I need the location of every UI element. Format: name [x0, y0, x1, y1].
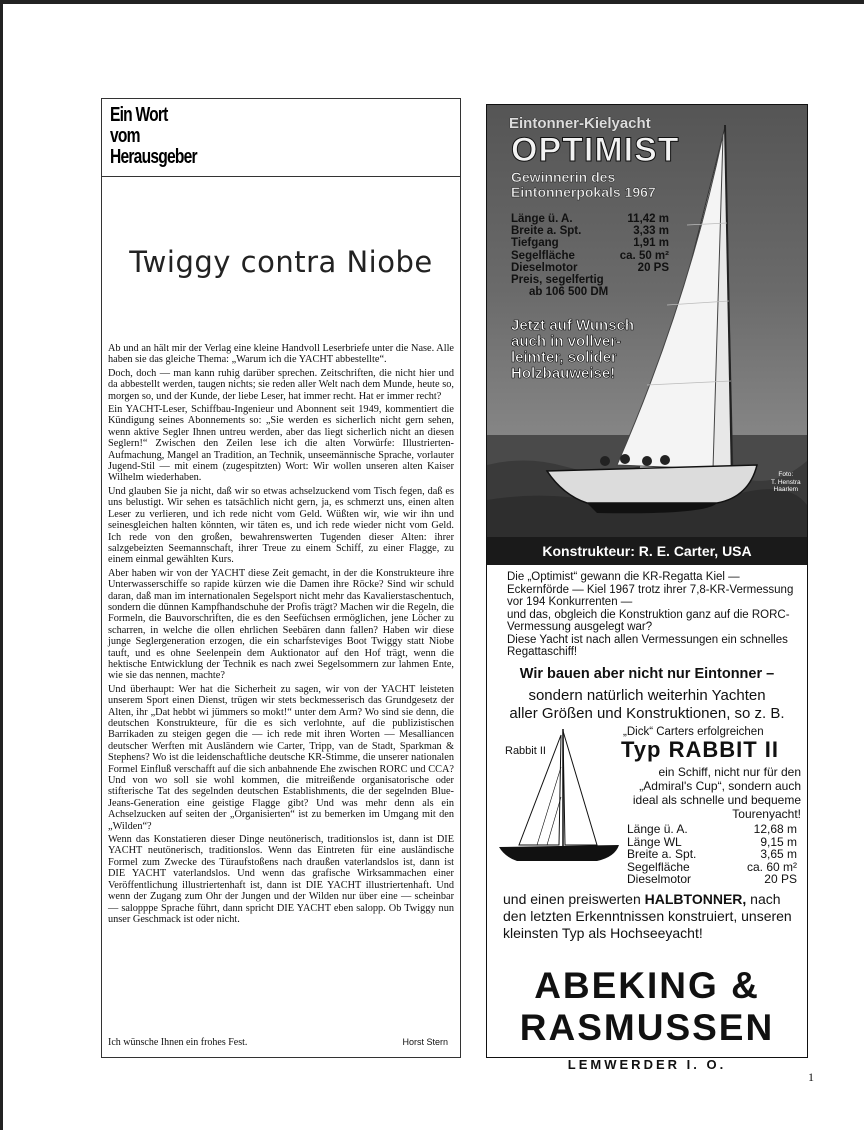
offer-line: Jetzt auf Wunsch [511, 317, 635, 334]
ad-offer [511, 318, 634, 382]
editorial-column [101, 98, 461, 1058]
optimist-specs [511, 213, 669, 298]
crew-member [642, 456, 652, 466]
ad-subtitle: Eintonnerpokals 1967 [511, 184, 656, 200]
spec-row [511, 237, 669, 249]
scan-edge-left [0, 0, 3, 1130]
intro-paragraph: Diese Yacht ist nach allen Vermessungen ein schnelles Regattaschiff! [507, 633, 788, 658]
spec-row [511, 262, 669, 274]
offer-line: Holzbauweise! [511, 365, 616, 382]
credit-line: T. Henstra [771, 478, 801, 486]
spec-value: 3,65 m [760, 847, 797, 861]
spec-row [627, 873, 797, 886]
spec-label: Segelfläche [511, 249, 575, 262]
article-paragraph: Ab und an hält mir der Verlag eine kleine Handvoll Leserbriefe unter die Nase. Alle haben sie das gleiche Thema: „Warum ich die YACHT abbestellte“. [108, 343, 454, 366]
spec-value: ca. 50 m² [619, 249, 669, 262]
article-body [108, 343, 454, 927]
intro-paragraph: Die „Optimist“ gewann die KR-Regatta Kiel — Eckernförde — Kiel 1967 trotz ihrer 7,8-KR-Vermessung vor 194 Konkurrenten — [507, 571, 794, 608]
spec-label: Dieselmotor [627, 872, 692, 886]
price-value: ab 106 500 DM [529, 286, 609, 299]
spec-value: 11,42 m [627, 213, 669, 225]
sail-seam [537, 767, 561, 845]
spec-label: Länge ü. A. [511, 213, 573, 225]
heading-line: Ein Wort [110, 104, 168, 126]
price-label: Preis, segelfertig [511, 274, 604, 287]
spec-row [511, 225, 669, 237]
intro-paragraph: und das, obgleich die Konstruktion ganz auf die RORC-Vermessung ausgelegt war? [507, 608, 790, 633]
credit-line: Haarlem [773, 486, 799, 493]
article-paragraph: Aber haben wir von der YACHT diese Zeit gemacht, in der die Konstrukteure ihre Unterwasserschiffe so rapide kürzen wie die Damen ihre Röcke? Sind wir schuld daran, daß man im internationalen Segelsport nicht mehr das Kavalierstaschentuch, sondern die dünnen Kampfhandschuhe der Profis trägt? Machen wir die Regeln, die Formeln, die Bauvorschriften, die es den Seefüchsen ermöglichen, jene Löcher zu scharren, in welche die ollen ehrlichen Seebären dann fallen? Haben wir diese junge Seglergeneration erzogen, die ein scharfsteviges Boot Twiggy statt Niobe tauft, und es ohne Seelenpein dem Auktionator auf den Hof trägt, wenn die hektische Entwicklung der Technik es nach zwei Segelsommern zur lahmen Ente, wie sie das nennen, machte? [108, 567, 454, 682]
advert-intro [507, 571, 799, 659]
company-location: LEMWERDER I. O. [567, 1057, 727, 1072]
spec-label: Länge ü. A. [627, 822, 688, 836]
crew-member [660, 455, 670, 465]
halbtonner-bold: HALBTONNER, [644, 891, 747, 907]
photo-credit [771, 471, 801, 494]
crew-member [600, 456, 610, 466]
company-logo-line: RASMUSSEN [519, 1007, 775, 1048]
article-paragraph: Und überhaupt: Wer hat die Sicherheit zu sagen, wir von der YACHT leisteten unserem Sport einen Dienst, trügen wir stets beckmesserisch das Grundgesetz der Alten, ihr „Dat hebbt wi jümmers so mokt!“ unter dem Arm? Wo sind sie denn, die deutschen Konstrukteure, für die es sich verlohnte, auf die publizistischen Barrikaden zu steigen gegen die — ich rede mit ihren Worten — Mesalliancen deutscher Werften mit Ausländern wie Carter, Tripp, van de Stadt, Sparkman & Stephens? Wo ist die leidenschaftliche deutsche KR-Stimme, die unserer nationalen Formel Einfluß verschafft auf die sich anbahnende Ehe zwischen RORC und CCA? Und von wo soll sie wohl kommen, die mitreißende organisatorische oder stifterische Tat des segelnden deutschen Establishments, die der segelnden Blue-Jeans-Generation eine geistige Flagge gibt? Und was mehr denn als ein Achselzucken auf seiten der „Organisierten“ ist zu bemerken im Umgang mit den „Wilden“? [108, 683, 454, 832]
scan-edge-top [0, 0, 864, 4]
closing-line: Ich wünsche Ihnen ein frohes Fest. [108, 1037, 248, 1048]
hull [547, 465, 757, 503]
heading-line: Herausgeber [110, 146, 197, 168]
spec-row [511, 213, 669, 225]
halbtonner-post: nach den letzten Erkenntnissen konstruiert, unseren kleinsten Typ als Hochseeyacht! [503, 891, 792, 941]
author-name: Horst Stern [402, 1037, 448, 1047]
article-paragraph: Doch, doch — man kann ruhig darüber sprechen. Zeitschriften, die nicht hier und da abbestellt werden, taugen nichts; sie reden aller Welt nach dem Munde, heute so, morgen so, und der Kunde, der liebe Leser, hat immer recht. Hat er immer recht? [108, 367, 454, 402]
spec-value: 20 PS [637, 261, 669, 274]
company-logo-line: ABEKING & [534, 965, 760, 1006]
article-paragraph: Ein YACHT-Leser, Schiffbau-Ingenieur und Abonnent seit 1949, kommentiert die Kündigung seines Abonnements so: „Sie werden es sicherlich nicht gern sehen, wenn aktive Segler Ihnen untreu werden, aber das liegt sicherlich nicht an diesen Seglern!“ Zwischen den Zeilen lese ich die alten Vorwürfe: Illustrierten-Aufmachung, Mangel an Tradition, an Technik, unseemännische Sprache, vorlauter Jugend-Stil — mit einem (zugespitzten) Wort: Wir wollen unseren alten Kaiser Wilhelm wiederhaben. [108, 404, 454, 484]
ad-kicker: Eintonner-Kielyacht [509, 115, 651, 132]
rabbit-specs [627, 823, 797, 886]
subheadline-line: sondern natürlich weiterhin Yachten [528, 687, 766, 704]
offer-line: leimter, solider [511, 349, 617, 366]
advertisement [486, 104, 808, 1072]
article-signoff [108, 1037, 454, 1048]
spec-value: 12,68 m [753, 822, 797, 836]
advert-headline: Wir bauen aber nicht nur Eintonner – [519, 666, 775, 682]
spec-label: Dieselmotor [511, 261, 578, 274]
credit-line: Foto: [778, 471, 794, 478]
heading-line: vom [110, 125, 140, 147]
editorial-heading [102, 99, 460, 177]
rabbit-description: ein Schiff, nicht nur für den „Admiral's Cup“, sondern auch ideal als schnelle und bequeme Tourenyacht! [632, 765, 801, 821]
price-row [511, 286, 669, 298]
article-paragraph: Und glauben Sie ja nicht, daß wir so etwas achselzuckend vom Tisch fegen, daß es uns belustigt. Wir sehen es tatsächlich nicht gern, ja, es schmerzt uns, einen alten Leser zu verlieren, und ich rede nicht vom Geld. Wüßten wir, wie wir ihn und seinesgleichen halten könnten, wir täten es, und ich rede wieder nicht vom Geld. Ich rede von den großen, bewahrenswerten Tugenden dieser Alten: ihrer salzgebeizten Seemannschaft, ihrer Treue zu einem Schiff, zu einer Flagge, zu einem einmal gewählten Kurs. [108, 485, 454, 566]
rabbit-label: Rabbit II [505, 745, 546, 757]
offer-line: auch in vollver- [511, 333, 622, 350]
spec-value: ca. 60 m² [746, 859, 797, 874]
crew-member [620, 454, 630, 464]
spec-label: Segelfläche [627, 859, 690, 874]
spec-label: Breite a. Spt. [627, 847, 697, 861]
subheadline-line: aller Größen und Konstruktionen, so z. B. [509, 705, 785, 722]
ad-subtitle: Gewinnerin des [511, 169, 616, 185]
spec-row [627, 848, 797, 861]
article-title: Twiggy contra Niobe [129, 245, 433, 279]
advert-subheadline [487, 687, 807, 723]
spec-value: 9,15 m [760, 834, 797, 849]
spec-label: Tiefgang [511, 237, 559, 250]
spec-label: Breite a. Spt. [511, 225, 582, 238]
spec-value: 20 PS [764, 872, 797, 886]
spec-row [511, 250, 669, 262]
spec-row [627, 823, 797, 836]
constructor-banner: Konstrukteur: R. E. Carter, USA [487, 537, 807, 565]
rabbit-designer: „Dick“ Carters erfolgreichen [623, 726, 764, 738]
ad-brand-name: OPTIMIST [511, 131, 680, 169]
yacht-photo [487, 105, 807, 565]
spec-value: 3,33 m [633, 225, 669, 238]
hull [499, 845, 619, 861]
halbtonner-text [503, 891, 793, 942]
spec-label: Länge WL [627, 834, 682, 849]
spec-value: 1,91 m [633, 237, 669, 250]
mainsail [563, 731, 597, 845]
page-number: 1 [808, 1070, 814, 1084]
rabbit-model-name: Typ RABBIT II [621, 737, 780, 762]
halbtonner-pre: und einen preiswerten [503, 891, 645, 907]
article-paragraph: Wenn das Konstatieren dieser Dinge neutönerisch, traditionslos ist, dann ist DIE YACHT neutönerisch, traditionslos. Wenn das Eintreten für eine ausländische Formel zum Zwecke des Türaufstoßens nach draußen vaterlandslos ist, dann ist DIE YACHT vaterlandslos. Und wenn das grafische Wirksammachen einer Veröffentlichung illustriertenhaft ist, dann ist DIE YACHT illustriertenhaft. Und wenn der Zugang zum Ohr der Jungen und der Wilden nur über eine — scheinbar — salopppe Sprache führt, dann spricht DIE YACHT eben salopp. Ob Twiggy nun unser Geschmack ist oder nicht. [108, 834, 454, 925]
